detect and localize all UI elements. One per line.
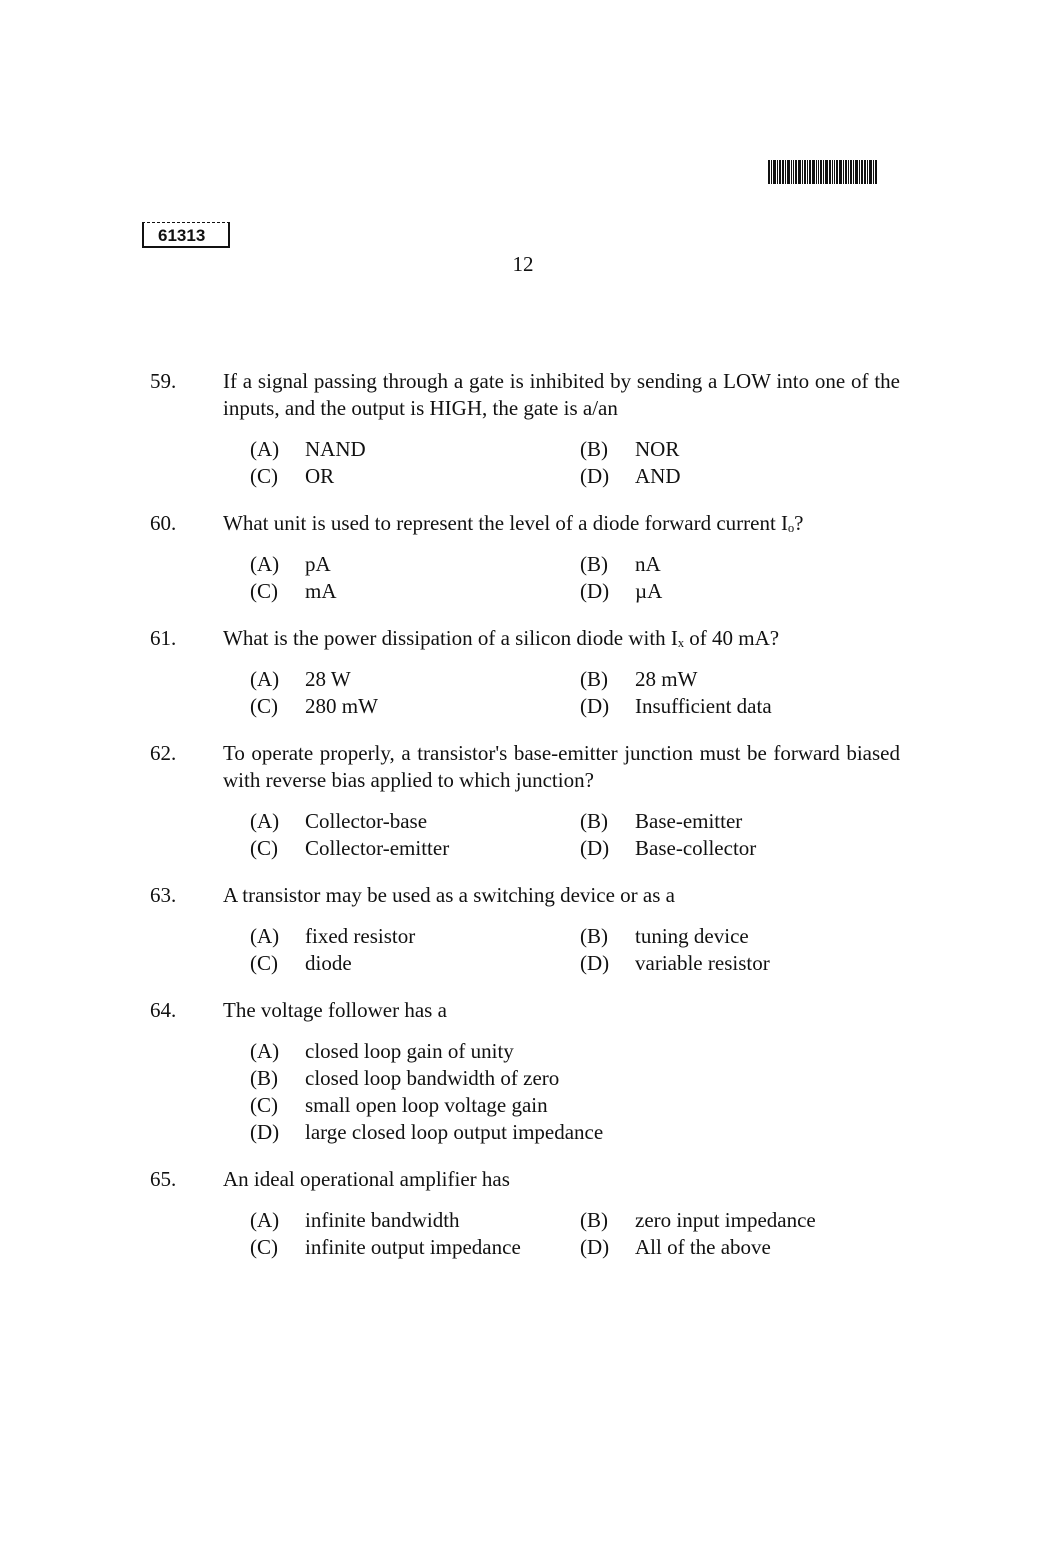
option — [250, 436, 580, 463]
option-letter: (A) — [250, 924, 280, 948]
option — [580, 835, 910, 862]
question-text: What is the power dissipation of a silicon diode with Iₓ of 40 mA? — [223, 626, 780, 650]
option — [580, 551, 910, 578]
option-text: nA — [635, 552, 661, 576]
option — [580, 1234, 910, 1261]
option-text: closed loop gain of unity — [305, 1039, 514, 1063]
question — [150, 882, 900, 977]
option-letter: (C) — [250, 1093, 278, 1117]
option-text: zero input impedance — [635, 1208, 816, 1232]
question-number: 61. — [150, 626, 177, 650]
option — [580, 666, 910, 693]
option-text: NOR — [635, 437, 680, 461]
option — [580, 693, 910, 720]
option-text: diode — [305, 951, 352, 975]
option-text: small open loop voltage gain — [305, 1093, 548, 1117]
option-text: AND — [635, 464, 681, 488]
question-text: If a signal passing through a gate is inhibited by sending a LOW into one of the inputs, and the output is HIGH, the gate is a/an — [223, 369, 900, 420]
option-letter: (B) — [580, 437, 608, 461]
option-text: closed loop bandwidth of zero — [305, 1066, 560, 1090]
option-letter: (A) — [250, 667, 280, 691]
option-letter: (D) — [580, 1235, 610, 1259]
option — [250, 923, 580, 950]
option — [580, 578, 910, 605]
option — [250, 950, 580, 977]
option-letter: (C) — [250, 836, 278, 860]
option-text: All of the above — [635, 1235, 771, 1259]
option-text: fixed resistor — [305, 924, 416, 948]
option — [250, 835, 580, 862]
option-text: µA — [635, 579, 663, 603]
option-letter: (D) — [580, 464, 610, 488]
option-letter: (B) — [580, 552, 608, 576]
option-letter: (B) — [250, 1066, 278, 1090]
question-text: To operate properly, a transistor's base-emitter junction must be forward biased with reverse bias applied to which junction? — [223, 741, 900, 792]
option-text: infinite output impedance — [305, 1235, 521, 1259]
option-text: Base-collector — [635, 836, 757, 860]
question — [150, 625, 900, 720]
option — [580, 950, 910, 977]
option — [250, 1038, 810, 1065]
question-number: 60. — [150, 511, 177, 535]
question-number: 59. — [150, 369, 177, 393]
barcode — [768, 160, 908, 184]
option-text: tuning device — [635, 924, 749, 948]
option — [250, 1119, 810, 1146]
question-text: What unit is used to represent the level of a diode forward current Iₒ? — [223, 511, 804, 535]
option — [580, 923, 910, 950]
question — [150, 997, 900, 1146]
option-text: NAND — [305, 437, 366, 461]
option — [250, 1092, 810, 1119]
question-text: A transistor may be used as a switching device or as a — [223, 883, 675, 907]
option-text: mA — [305, 579, 337, 603]
option-text: 28 mW — [635, 667, 698, 691]
option-text: pA — [305, 552, 331, 576]
option — [250, 693, 580, 720]
question-list — [150, 368, 900, 1281]
option — [250, 551, 580, 578]
option-letter: (B) — [580, 809, 608, 833]
option — [250, 1065, 810, 1092]
option-letter: (A) — [250, 809, 280, 833]
option-letter: (C) — [250, 694, 278, 718]
page-number: 12 — [512, 252, 534, 276]
option — [580, 808, 910, 835]
option-text: 280 mW — [305, 694, 378, 718]
option-letter: (D) — [580, 694, 610, 718]
option — [250, 1207, 580, 1234]
option-letter: (A) — [250, 552, 280, 576]
option — [580, 436, 910, 463]
option-text: Collector-base — [305, 809, 428, 833]
question — [150, 510, 900, 605]
option — [580, 463, 910, 490]
option-letter: (B) — [580, 667, 608, 691]
option-letter: (C) — [250, 579, 278, 603]
option — [580, 1207, 910, 1234]
option-letter: (D) — [580, 951, 610, 975]
option-letter: (D) — [580, 836, 610, 860]
option — [250, 578, 580, 605]
option-letter: (C) — [250, 1235, 278, 1259]
option-letter: (B) — [580, 1208, 608, 1232]
option-text: large closed loop output impedance — [305, 1120, 604, 1144]
question-text: An ideal operational amplifier has — [223, 1167, 510, 1191]
option-text: infinite bandwidth — [305, 1208, 460, 1232]
option-letter: (B) — [580, 924, 608, 948]
option — [250, 463, 580, 490]
paper-code: 61313 — [142, 222, 230, 248]
option-letter: (C) — [250, 951, 278, 975]
option-letter: (D) — [580, 579, 610, 603]
question-number: 63. — [150, 883, 177, 907]
option — [250, 1234, 580, 1261]
option-letter: (A) — [250, 437, 280, 461]
question-number: 62. — [150, 741, 177, 765]
option-text: Insufficient data — [635, 694, 772, 718]
question — [150, 740, 900, 862]
option-text: variable resistor — [635, 951, 770, 975]
option-letter: (A) — [250, 1039, 280, 1063]
option-text: OR — [305, 464, 335, 488]
question-number: 65. — [150, 1167, 177, 1191]
option-text: 28 W — [305, 667, 351, 691]
option-text: Collector-emitter — [305, 836, 450, 860]
question-text: The voltage follower has a — [223, 998, 447, 1022]
option-letter: (D) — [250, 1120, 280, 1144]
option-text: Base-emitter — [635, 809, 743, 833]
option — [250, 808, 580, 835]
option — [250, 666, 580, 693]
option-letter: (A) — [250, 1208, 280, 1232]
question-number: 64. — [150, 998, 177, 1022]
question — [150, 368, 900, 490]
option-letter: (C) — [250, 464, 278, 488]
question — [150, 1166, 900, 1261]
